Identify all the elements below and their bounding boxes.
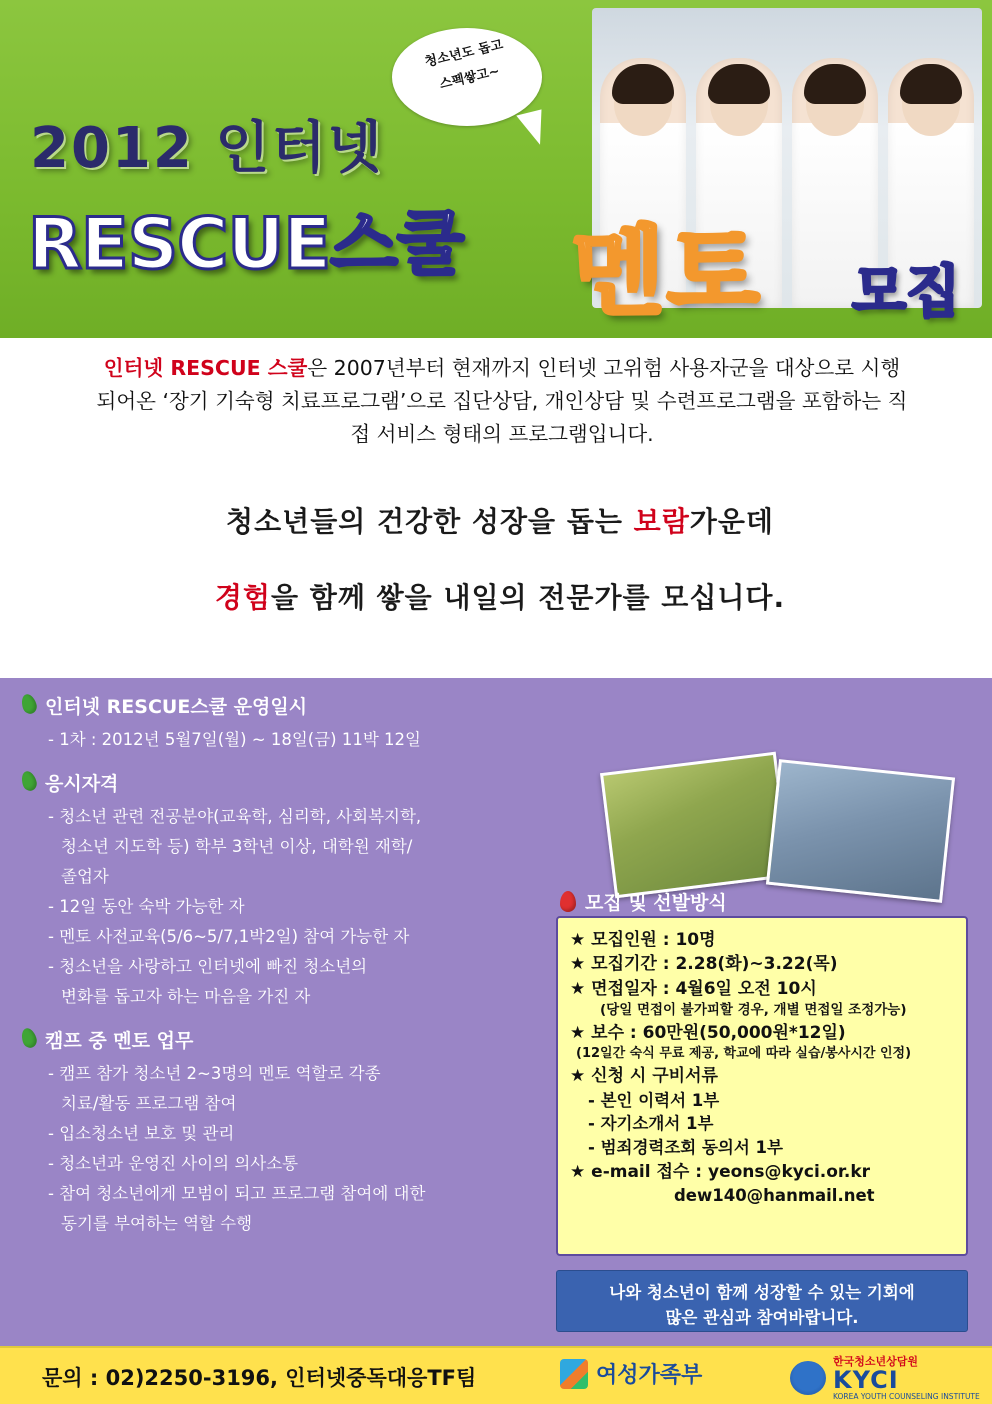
recruit-pay-note: (12일간 숙식 무료 제공, 학교에 따라 실습/봉사시간 인정) (576, 1046, 912, 1062)
leaf-icon (19, 769, 38, 792)
recruit-doc-item: - 범죄경력조회 동의서 1부 (588, 1138, 783, 1157)
section-heading-eligibility (22, 769, 552, 796)
bubble-line-1: 청소년도 돕고 (423, 37, 505, 71)
list-item: - 청소년 관련 전공분야(교육학, 심리학, 사회복지학, (48, 807, 422, 827)
recruit-interview-note: (당일 면접이 불가피할 경우, 개별 면접일 조정가능) (600, 1002, 907, 1019)
logo-gender-equality (560, 1358, 702, 1389)
kyci-text-block (833, 1356, 980, 1401)
list-item: 변화를 돕고자 하는 마음을 가진 자 (61, 987, 311, 1007)
intro-highlight: 인터넷 RESCUE 스쿨 (103, 356, 308, 380)
kyci-acronym: KYCI (833, 1365, 899, 1394)
intro-section (0, 338, 992, 678)
intro-body: 은 2007년부터 현재까지 인터넷 고위험 사용자군을 대상으로 시행되어온 ‘장기 기숙형 치료프로그램’으로 집단상담, 개인상담 및 수련프로그램을 포함하는 직접 서비스 형태의 프로그램입니다. (96, 356, 908, 447)
list-item: 치료/활동 프로그램 참여 (61, 1094, 237, 1114)
recruit-item: ★ 모집기간 : 2.28(화)~3.22(목) (570, 954, 838, 975)
contact-info: 문의 : 02)2250-3196, 인터넷중독대응TF팀 (42, 1366, 477, 1390)
kyci-icon (790, 1361, 826, 1395)
list-item: 졸업자 (61, 867, 109, 887)
list-item: - 1차 : 2012년 5월7일(월) ~ 18일(금) 11박 12일 (48, 730, 421, 749)
handwriting-line-1 (120, 500, 880, 540)
logo-gender-label: 여성가족부 (596, 1363, 703, 1388)
section-title: 캠프 중 멘토 업무 (45, 1030, 194, 1053)
leaf-icon (19, 692, 38, 715)
intro-paragraph (96, 352, 908, 452)
section-body-schedule (48, 725, 552, 755)
droplet-icon (560, 891, 576, 912)
bubble-line-2: 스펙쌓고~ (438, 63, 502, 93)
handwriting-line-2 (120, 576, 880, 616)
closing-line-2: 많은 관심과 참여바랍니다. (665, 1307, 859, 1327)
list-item: 동기를 부여하는 역할 수행 (61, 1214, 253, 1234)
activity-photo-2 (766, 759, 955, 903)
section-title: 모집 및 선발방식 (585, 892, 727, 914)
details-section (0, 678, 992, 1346)
leaf-icon (19, 1026, 38, 1049)
recruit-email-secondary[interactable]: dew140@hanmail.net (674, 1186, 875, 1206)
list-item: - 멘토 사전교육(5/6~5/7,1박2일) 참여 가능한 자 (48, 927, 410, 947)
section-heading-schedule (22, 692, 552, 719)
poster-header (0, 0, 992, 338)
section-title: 응시자격 (45, 773, 119, 796)
recruit-doc-item: - 자기소개서 1부 (588, 1114, 714, 1134)
gender-ministry-icon (560, 1359, 588, 1389)
list-item: - 참여 청소년에게 모범이 되고 프로그램 참여에 대한 (48, 1184, 426, 1204)
list-item: 청소년 지도학 등) 학부 3학년 이상, 대학원 재학/ (61, 837, 413, 857)
title-suffix: 모집 (852, 260, 961, 325)
left-column (22, 692, 552, 1253)
hand1-a: 청소년들의 건강한 성장을 돕는 (226, 505, 634, 538)
section-title: 인터넷 RESCUE스쿨 운영일시 (45, 696, 308, 718)
list-item: - 12일 동안 숙박 가능한 자 (48, 897, 245, 917)
hand2-b: 을 함께 쌓을 내일의 전문가를 모십니다. (270, 581, 786, 614)
recruit-details-box (556, 916, 968, 1256)
kyci-korean-name: 한국청소년상담원 (833, 1355, 919, 1368)
activity-photo-1 (600, 752, 791, 899)
recruit-docs-label: ★ 신청 시 구비서류 (570, 1066, 718, 1087)
hand1-b: 가운데 (689, 505, 774, 538)
poster-footer (0, 1346, 992, 1404)
list-item: - 캠프 참가 청소년 2~3명의 멘토 역할로 각종 (48, 1064, 381, 1084)
list-item: - 청소년과 운영진 사이의 의사소통 (48, 1154, 299, 1174)
list-item: - 입소청소년 보호 및 관리 (48, 1124, 235, 1144)
recruit-item: ★ 면접일자 : 4월6일 오전 10시 (570, 978, 817, 999)
section-body-duties (48, 1059, 552, 1239)
hand1-red: 보람 (633, 505, 690, 538)
section-heading-recruit (560, 888, 727, 915)
hand2-red: 경험 (214, 581, 271, 614)
closing-line-1: 나와 청소년이 함께 성장할 수 있는 기회에 (609, 1283, 915, 1302)
section-body-eligibility (48, 802, 552, 1012)
kyci-english-name: KOREA YOUTH COUNSELING INSTITUTE (833, 1391, 980, 1401)
title-year: 2012 인터넷 (30, 116, 384, 181)
recruit-doc-item: - 본인 이력서 1부 (588, 1090, 720, 1110)
title-main: RESCUE스쿨 (28, 203, 464, 285)
recruit-pay: ★ 보수 : 60만원(50,000원*12일) (570, 1022, 846, 1043)
section-heading-duties (22, 1026, 552, 1053)
title-accent: 멘토 (572, 216, 762, 328)
recruit-email-label[interactable]: ★ e-mail 접수 : yeons@kyci.or.kr (570, 1161, 871, 1182)
logo-kyci (790, 1356, 980, 1401)
list-item: - 청소년을 사랑하고 인터넷에 빠진 청소년의 (48, 957, 368, 977)
recruit-item: ★ 모집인원 : 10명 (570, 930, 716, 950)
closing-message-box (556, 1270, 968, 1332)
speech-bubble-tail (516, 109, 549, 148)
